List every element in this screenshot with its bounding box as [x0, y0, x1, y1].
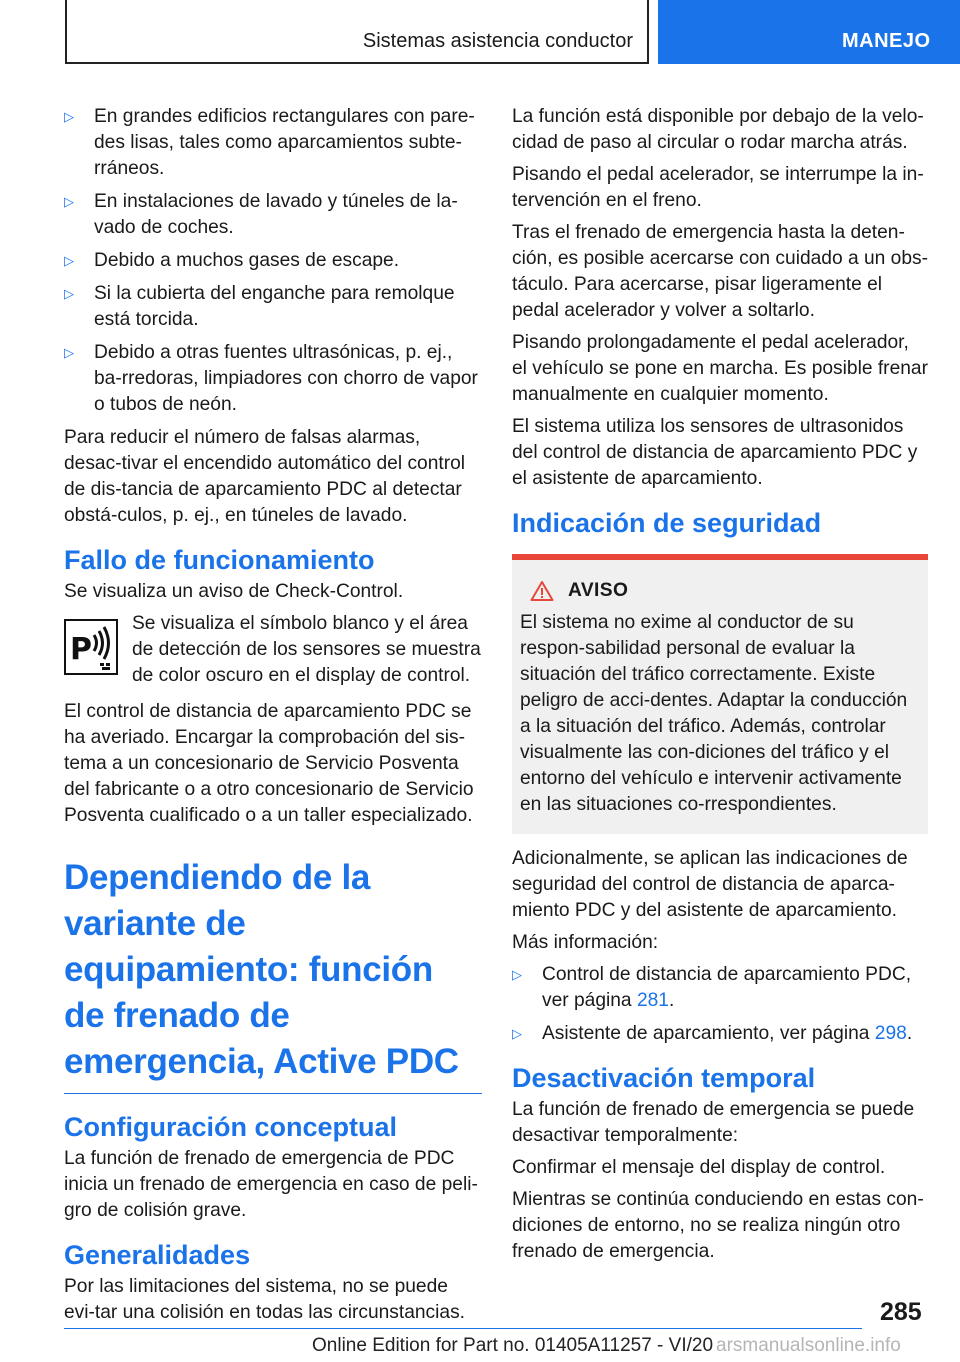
watermark: arsmanualsonline.info: [716, 1335, 901, 1356]
bullet-triangle-icon: ▷: [64, 109, 74, 124]
chapter-title: MANEJO: [842, 30, 931, 52]
list-item: ▷ Debido a otras fuentes ultrasónicas, p. ej., ba-rredoras, limpiadores con chorro de vapor o tubos de neón.: [64, 342, 478, 415]
paragraph: Pisando el pedal acelerador, se interrumpe la in-tervención en el freno.: [512, 164, 924, 211]
page-link-298[interactable]: 298: [874, 1023, 907, 1044]
heading-desactivacion: Desactivación temporal: [512, 1063, 816, 1093]
pdc-symbol-description: Se visualiza el símbolo blanco y el área de detección de los sensores se muestra de color oscuro en el display de control.: [132, 613, 481, 686]
bullet-triangle-icon: ▷: [64, 194, 74, 209]
heading-configuracion: Configuración conceptual: [64, 1112, 398, 1142]
paragraph: Pisando prolongadamente el pedal acelerador, el vehículo se pone en marcha. Es posible frenar manualmente en cualquier momento.: [512, 332, 928, 405]
footer-divider: [64, 1328, 862, 1329]
bullet-triangle-icon: ▷: [64, 286, 74, 301]
paragraph: El sistema utiliza los sensores de ultrasonidos del control de distancia de aparcamiento PDC y el asistente de aparcamiento.: [512, 416, 918, 489]
page-header: [0, 0, 960, 66]
warning-box: [512, 554, 928, 834]
pdc-sensor-icon: [64, 619, 118, 675]
edition-note: Online Edition for Part no. 01405A11257 - VI/20: [312, 1335, 714, 1356]
paragraph: La función está disponible por debajo de la velo-cidad de paso al circular o rodar marcha atrás.: [512, 106, 924, 153]
list-item: ▷ Debido a muchos gases de escape.: [64, 248, 482, 274]
pdc-symbol-row: [64, 611, 482, 689]
paragraph: Adicionalmente, se aplican las indicaciones de seguridad del control de distancia de aparca-miento PDC y del asistente de aparcamiento.: [512, 848, 908, 921]
warning-text: El sistema no exime al conductor de su respon-sabilidad personal de evaluar la situación del tráfico correctamente. Existe peligro de acci-dentes. Adaptar la conducción a la situación del tráfico. Además, controlar visualmente las con-diciones del tráfico y el entorno del vehículo e intervenir activamente en las situaciones co-rrespondientes.: [520, 612, 908, 815]
warning-triangle-icon: [530, 580, 554, 602]
page-number: 285: [880, 1298, 922, 1326]
paragraph: Confirmar el mensaje del display de control.: [512, 1157, 886, 1178]
reference-list: [512, 962, 928, 1047]
warning-title: AVISO: [568, 580, 629, 601]
paragraph: Para reducir el número de falsas alarmas, desac-tivar el encendido automático del control de dis-tancia de aparcamiento PDC al detectar obstá-culos, p. ej., en túneles de lavado.: [64, 427, 466, 526]
section-title: Sistemas asistencia conductor: [362, 30, 633, 52]
paragraph: Tras el frenado de emergencia hasta la deten-ción, es posible acercarse con cuidado a un obs-táculo. Para acercarse, pisar ligeramente el pedal acelerador y volver a soltarlo.: [512, 222, 928, 321]
heading-fallo: Fallo de funcionamiento: [64, 545, 375, 575]
paragraph: Por las limitaciones del sistema, no se puede evi-tar una colisión en todas las circunstancias.: [64, 1276, 466, 1323]
list-item: ▷ Si la cubierta del enganche para remolque está torcida.: [64, 283, 455, 330]
left-column: [64, 104, 482, 1332]
paragraph: Mientras se continúa conduciendo en estas con-diciones de entorno, no se realiza ningún otro frenado de emergencia.: [512, 1189, 924, 1262]
paragraph: La función de frenado de emergencia de PDC inicia un frenado de emergencia en caso de peli-gro de colisión grave.: [64, 1148, 478, 1221]
chapter-tab[interactable]: [658, 0, 960, 64]
list-item: ▷ Asistente de aparcamiento, ver página 298.: [512, 1021, 928, 1047]
list-item: ▷ En instalaciones de lavado y túneles de la-vado de coches.: [64, 191, 458, 238]
paragraph: Se visualiza un aviso de Check-Control.: [64, 581, 404, 602]
conditions-list: [64, 104, 482, 418]
warning-header: [530, 578, 920, 604]
paragraph: La función de frenado de emergencia se puede desactivar temporalmente:: [512, 1099, 915, 1146]
heading-generalidades: Generalidades: [64, 1240, 251, 1270]
list-item: ▷ En grandes edificios rectangulares con pare-des lisas, tales como aparcamientos subte-rráneos.: [64, 106, 475, 179]
bullet-triangle-icon: ▷: [64, 345, 74, 360]
bullet-triangle-icon: ▷: [64, 253, 74, 268]
heading-seguridad: Indicación de seguridad: [512, 508, 822, 538]
right-column: [512, 104, 928, 1271]
paragraph: Más información:: [512, 932, 659, 953]
paragraph: El control de distancia de aparcamiento PDC se ha averiado. Encargar la comprobación del sis-tema a un concesionario de Servicio Posventa del fabricante o a otro concesionario de Servicio Posventa cualificado o a un taller especializado.: [64, 701, 474, 826]
svg-text:P: P: [70, 632, 92, 667]
heading-divider: [64, 1093, 482, 1094]
section-title-box: [65, 0, 649, 64]
bullet-triangle-icon: ▷: [512, 967, 522, 982]
list-item: ▷ Control de distancia de aparcamiento PDC, ver página 281.: [512, 964, 912, 1011]
heading-main: Dependiendo de la variante de equipamiento: función de frenado de emergencia, Active PDC: [64, 858, 459, 1081]
page-link-281[interactable]: 281: [636, 990, 669, 1011]
bullet-triangle-icon: ▷: [512, 1026, 522, 1041]
